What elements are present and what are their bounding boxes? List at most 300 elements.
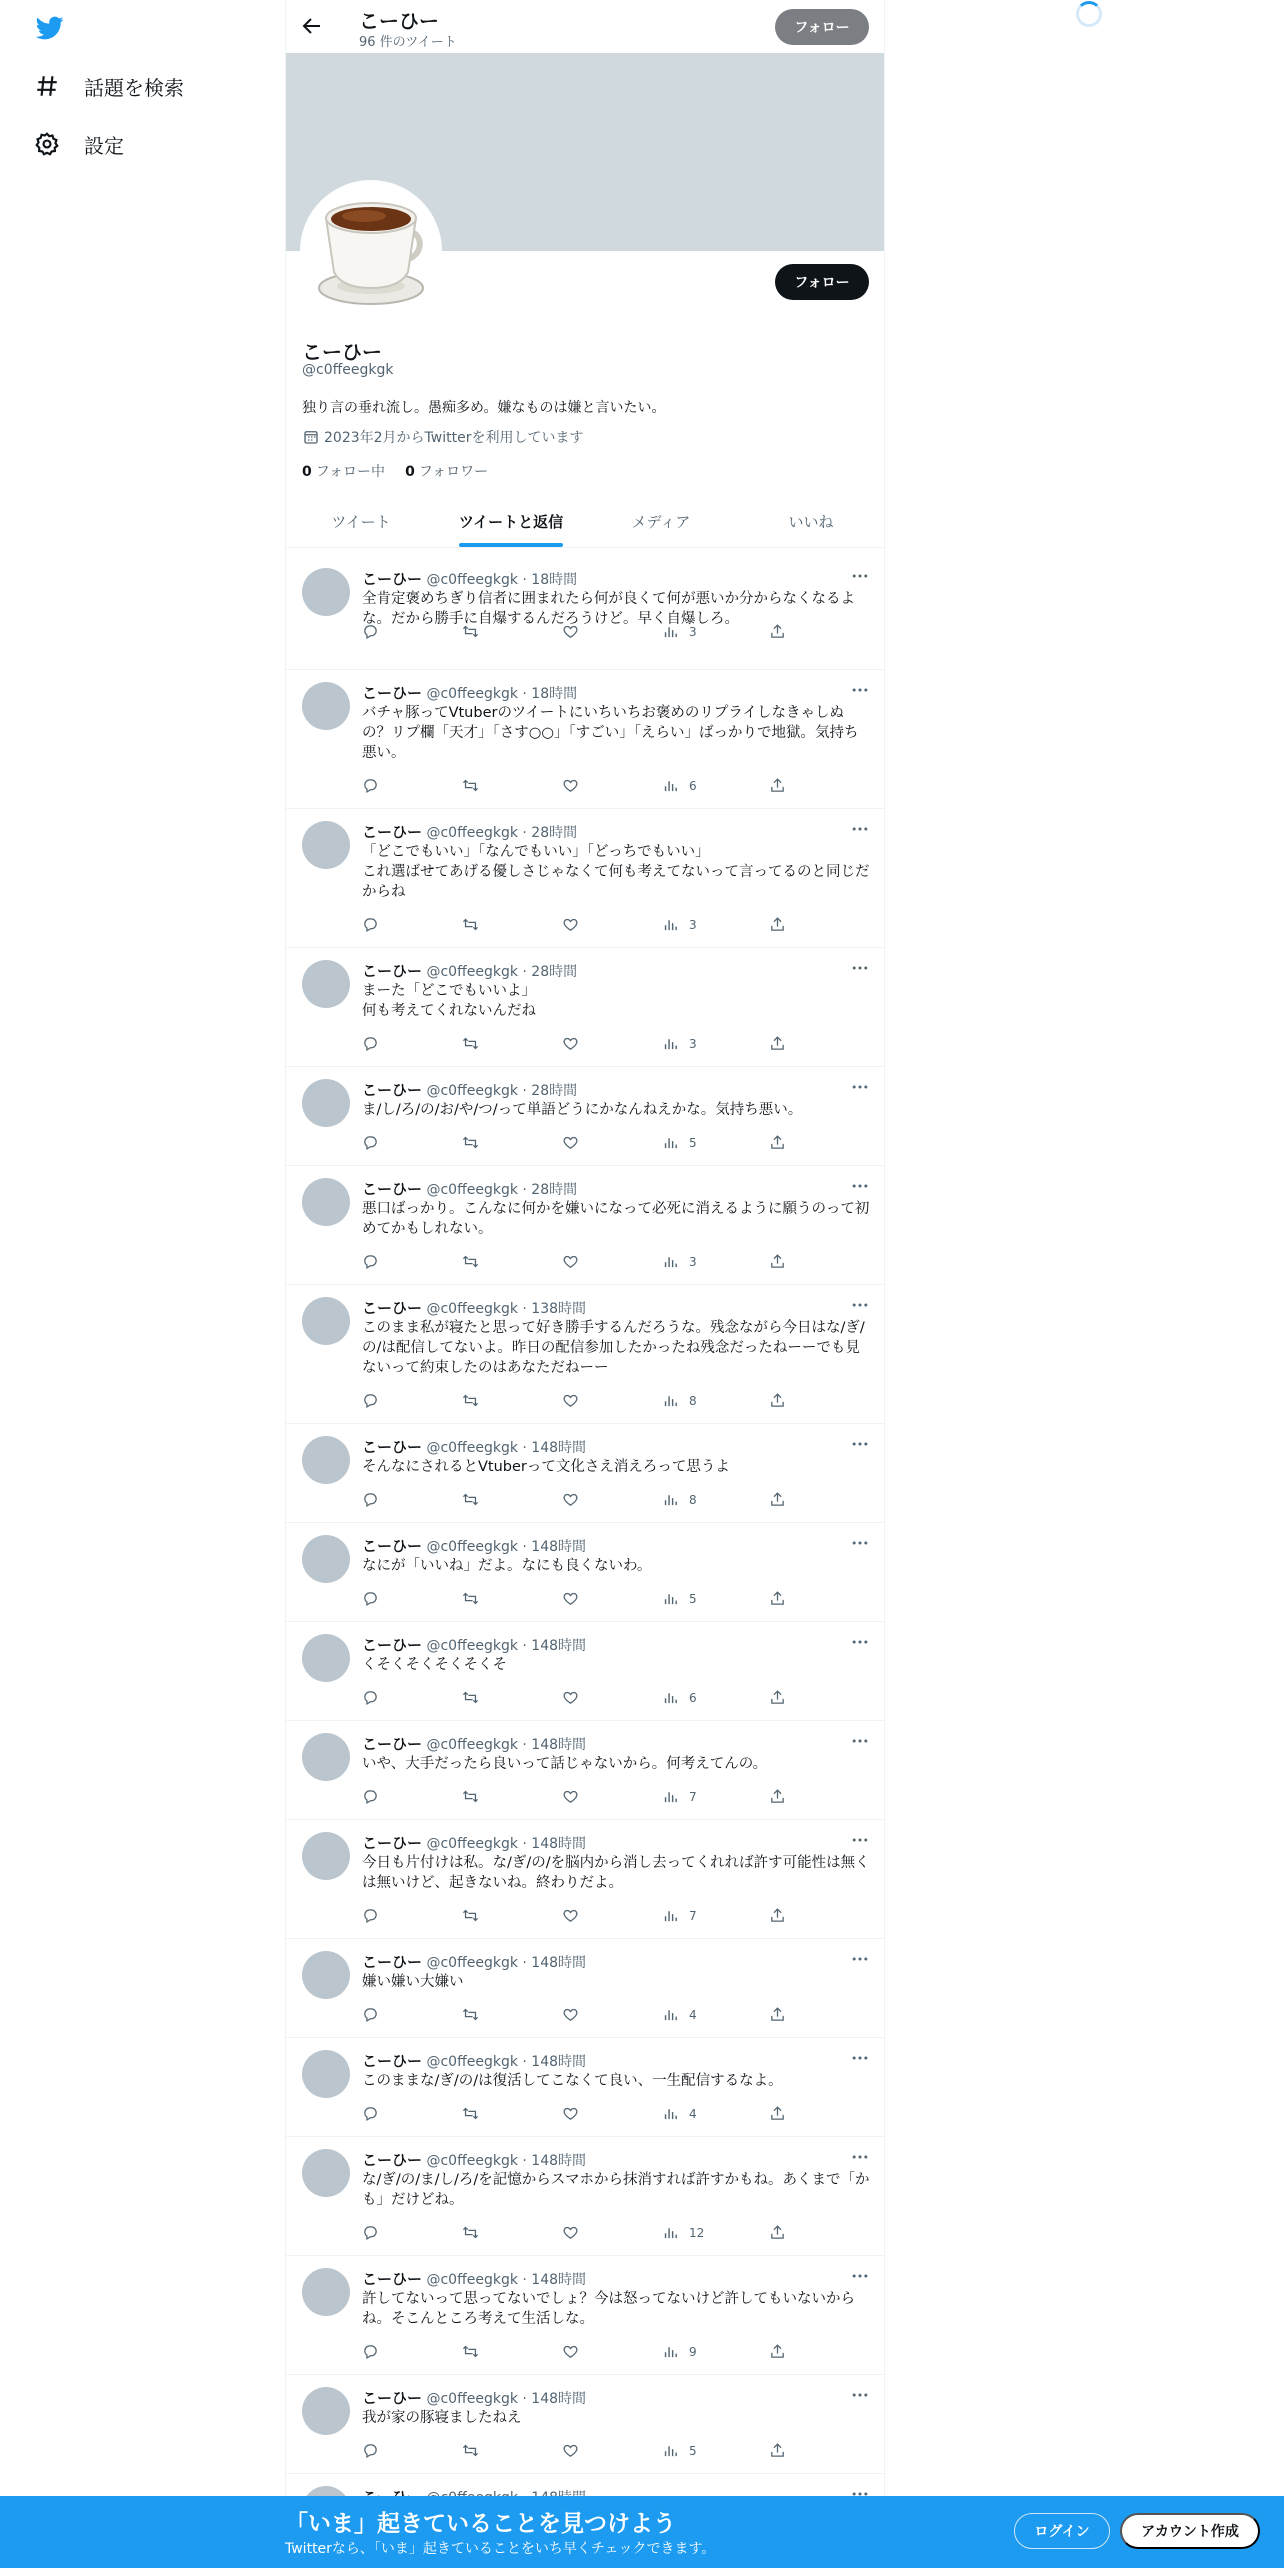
tweet-avatar[interactable] — [302, 1951, 350, 1999]
more-icon[interactable] — [850, 1731, 870, 1751]
tweet-avatar[interactable] — [302, 2268, 350, 2316]
more-icon[interactable] — [850, 1176, 870, 1196]
retweet-button[interactable] — [462, 2006, 479, 2023]
header-follow-button[interactable]: フォロー — [775, 9, 869, 45]
tweet-avatar[interactable] — [302, 2050, 350, 2098]
heart-icon — [562, 1491, 579, 1508]
share-button[interactable] — [769, 1491, 786, 1508]
reply-button[interactable] — [362, 623, 379, 640]
more-icon[interactable] — [850, 680, 870, 700]
heart-icon — [562, 1253, 579, 1270]
tweet-avatar[interactable] — [302, 568, 350, 616]
tweet-author-name[interactable]: こーひー — [362, 1636, 423, 1654]
retweet-icon — [462, 2006, 479, 2023]
tweet-text: まーた「どこでもいいよ」 何も考えてくれないんだね — [362, 983, 536, 1019]
profile-column — [285, 0, 885, 2568]
like-button[interactable] — [562, 1392, 579, 1409]
nav-settings[interactable] — [34, 124, 124, 164]
views-button[interactable] — [662, 2105, 697, 2122]
tweet-header — [362, 568, 577, 589]
like-button[interactable] — [562, 1035, 579, 1052]
views-icon — [662, 1689, 679, 1706]
reply-button[interactable] — [362, 1590, 379, 1607]
retweet-button[interactable] — [462, 1788, 479, 1805]
view-count: 12 — [689, 2225, 705, 2240]
tweet-avatar[interactable] — [302, 1535, 350, 1583]
retweet-button[interactable] — [462, 1590, 479, 1607]
share-icon — [769, 1491, 786, 1508]
share-icon — [769, 2224, 786, 2241]
tweet-actions — [362, 1392, 802, 1412]
tweet-meta[interactable]: @c0ffeegkgk · 28時間 — [426, 1083, 578, 1099]
tweet[interactable] — [286, 1523, 885, 1622]
retweet-button[interactable] — [462, 1392, 479, 1409]
tweet[interactable] — [286, 1424, 885, 1523]
view-count: 3 — [689, 1254, 697, 1269]
tweet-actions — [362, 1253, 802, 1273]
more-icon[interactable] — [850, 1830, 870, 1850]
reply-icon — [362, 1788, 379, 1805]
tweet-text: 我が家の豚寝ましたねえ — [362, 2410, 522, 2426]
like-button[interactable] — [562, 2224, 579, 2241]
reply-button[interactable] — [362, 1253, 379, 1270]
views-icon — [662, 2105, 679, 2122]
following-count: 0 — [302, 464, 312, 480]
tweet-avatar[interactable] — [302, 682, 350, 730]
tweet-author-name[interactable]: こーひー — [362, 2389, 423, 2407]
tweet-actions — [362, 2224, 802, 2244]
more-icon[interactable] — [850, 819, 870, 839]
retweet-button[interactable] — [462, 1689, 479, 1706]
heart-icon — [562, 2006, 579, 2023]
tweet-text: くそくそくそくそくそ — [362, 1657, 507, 1673]
tweet[interactable] — [286, 2137, 885, 2256]
views-button[interactable] — [662, 1788, 697, 1805]
tweet-avatar[interactable] — [302, 960, 350, 1008]
tweet-header — [362, 2268, 586, 2289]
views-button[interactable] — [662, 2343, 697, 2360]
view-count: 4 — [689, 2007, 697, 2022]
views-icon — [662, 777, 679, 794]
views-button[interactable] — [662, 1590, 697, 1607]
tweet-actions — [362, 2442, 802, 2462]
reply-button[interactable] — [362, 2105, 379, 2122]
views-button[interactable] — [662, 1689, 697, 1706]
share-button[interactable] — [769, 623, 786, 640]
views-icon — [662, 1590, 679, 1607]
tweet-actions — [362, 1134, 802, 1154]
retweet-button[interactable] — [462, 2442, 479, 2459]
like-button[interactable] — [562, 1491, 579, 1508]
share-icon — [769, 1689, 786, 1706]
tweet-author-name[interactable]: こーひー — [362, 1438, 423, 1456]
tweet-avatar[interactable] — [302, 821, 350, 869]
share-button[interactable] — [769, 2442, 786, 2459]
followers-stat[interactable] — [405, 461, 488, 481]
retweet-button[interactable] — [462, 623, 479, 640]
following-label: フォロー中 — [315, 464, 386, 480]
tweet-author-name[interactable]: こーひー — [362, 962, 423, 980]
reply-button[interactable] — [362, 1689, 379, 1706]
tweet-author-name[interactable]: こーひー — [362, 1081, 423, 1099]
tab-media[interactable]: メディア — [631, 512, 691, 531]
more-icon[interactable] — [850, 1295, 870, 1315]
tweet-text: いや、大手だったら良いって話じゃないから。何考えてんの。 — [362, 1756, 768, 1772]
views-button[interactable] — [662, 2006, 697, 2023]
retweet-icon — [462, 777, 479, 794]
views-icon — [662, 2343, 679, 2360]
tweet-avatar[interactable] — [302, 2387, 350, 2435]
tweet-meta[interactable]: @c0ffeegkgk · 148時間 — [426, 1737, 587, 1753]
more-icon[interactable] — [850, 566, 870, 586]
view-count: 7 — [689, 1789, 697, 1804]
heart-icon — [562, 1134, 579, 1151]
reply-icon — [362, 2224, 379, 2241]
retweet-button[interactable] — [462, 2343, 479, 2360]
tweet-text: バチャ豚ってVtuberのツイートにいちいちお褒めのリプライしなきゃしぬの？リプ欄「天才」「さす○○」「すごい」「えらい」ばっかりで地獄。気持ち悪い。 — [362, 705, 859, 761]
views-button[interactable] — [662, 1907, 697, 1924]
reply-icon — [362, 1590, 379, 1607]
views-button[interactable] — [662, 1134, 697, 1151]
tweet[interactable] — [286, 1067, 885, 1166]
retweet-button[interactable] — [462, 1907, 479, 1924]
views-icon — [662, 1392, 679, 1409]
tweet-meta[interactable]: @c0ffeegkgk · 18時間 — [426, 572, 578, 588]
tweet[interactable] — [286, 2038, 885, 2137]
retweet-button[interactable] — [462, 2224, 479, 2241]
more-icon[interactable] — [850, 2147, 870, 2167]
tweet[interactable] — [286, 1285, 885, 1424]
heart-icon — [562, 2224, 579, 2241]
nav-explore[interactable] — [34, 66, 184, 106]
tweet-author-name[interactable]: こーひー — [362, 1180, 423, 1198]
tweet-text: なにが「いいね」だよ。なにも良くないわ。 — [362, 1558, 652, 1574]
signup-banner-title: 「いま」起きていることを見つけよう — [285, 2511, 676, 2537]
tweet-meta[interactable]: @c0ffeegkgk · 148時間 — [426, 1638, 587, 1654]
reply-button[interactable] — [362, 2343, 379, 2360]
views-icon — [662, 2442, 679, 2459]
profile-stats — [302, 461, 508, 481]
tweet[interactable] — [286, 1820, 885, 1939]
views-icon — [662, 623, 679, 640]
views-button[interactable] — [662, 2442, 697, 2459]
tweet-meta[interactable]: @c0ffeegkgk · 28時間 — [426, 1182, 578, 1198]
tweet-text: 全肯定褒めちぎり信者に囲まれたら何が良くて何が悪いか分からなくなるよな。だから勝手に自爆するんだろうけど。早く自爆しろ。 — [362, 591, 855, 627]
following-stat[interactable] — [302, 461, 385, 481]
views-button[interactable] — [662, 1253, 697, 1270]
more-icon[interactable] — [850, 2266, 870, 2286]
tweet[interactable] — [286, 948, 885, 1067]
tweet[interactable] — [286, 670, 885, 809]
tweet-header — [362, 2387, 586, 2408]
tweet-text: 嫌い嫌い大嫌い — [362, 1974, 464, 1990]
like-button[interactable] — [562, 623, 579, 640]
tweet-author-name[interactable]: こーひー — [362, 1834, 423, 1852]
share-button[interactable] — [769, 1689, 786, 1706]
header-name: こーひー — [359, 9, 439, 33]
tweet-avatar[interactable] — [302, 1297, 350, 1345]
more-icon[interactable] — [850, 958, 870, 978]
reply-button[interactable] — [362, 1134, 379, 1151]
back-arrow-icon[interactable] — [300, 14, 324, 38]
followers-label: フォロワー — [418, 464, 489, 480]
tweet-actions — [362, 2006, 802, 2026]
tweet-meta[interactable]: @c0ffeegkgk · 148時間 — [426, 1440, 587, 1456]
view-count: 3 — [689, 1036, 697, 1051]
tab-tweets-and-replies[interactable]: ツイートと返信 — [436, 495, 586, 547]
like-button[interactable] — [562, 2105, 579, 2122]
reply-icon — [362, 2442, 379, 2459]
like-button[interactable] — [562, 777, 579, 794]
like-button[interactable] — [562, 1788, 579, 1805]
hashtag-icon — [34, 73, 60, 99]
tweet-actions — [362, 1689, 802, 1709]
like-button[interactable] — [562, 1907, 579, 1924]
tweet-meta[interactable]: @c0ffeegkgk · 148時間 — [426, 1836, 587, 1852]
more-icon[interactable] — [850, 1434, 870, 1454]
tweet-author-name[interactable]: こーひー — [362, 1537, 423, 1555]
retweet-icon — [462, 1253, 479, 1270]
tweet-author-name[interactable]: こーひー — [362, 1953, 423, 1971]
share-button[interactable] — [769, 2006, 786, 2023]
reply-button[interactable] — [362, 2442, 379, 2459]
share-button[interactable] — [769, 1134, 786, 1151]
reply-button[interactable] — [362, 1788, 379, 1805]
like-button[interactable] — [562, 2006, 579, 2023]
calendar-icon — [302, 428, 320, 446]
tweet-avatar[interactable] — [302, 1832, 350, 1880]
like-button[interactable] — [562, 1689, 579, 1706]
tweet-text: 今日も片付けは私。な/ぎ/の/を脳内から消し去ってくれれば許す可能性は無くは無いけど、起きないね。終わりだよ。 — [362, 1855, 870, 1891]
retweet-icon — [462, 1689, 479, 1706]
tweet[interactable] — [286, 1721, 885, 1820]
reply-icon — [362, 1253, 379, 1270]
signup-banner — [0, 2496, 1284, 2568]
retweet-icon — [462, 623, 479, 640]
like-button[interactable] — [562, 916, 579, 933]
tweet-actions — [362, 1788, 802, 1808]
reply-button[interactable] — [362, 1035, 379, 1052]
tweet-text: このままな/ぎ/の/は復活してこなくて良い、一生配信するなよ。 — [362, 2073, 783, 2089]
share-icon — [769, 1907, 786, 1924]
tweet-author-name[interactable]: こーひー — [362, 684, 423, 702]
tweet-header — [362, 960, 577, 981]
heart-icon — [562, 2442, 579, 2459]
views-button[interactable] — [662, 1491, 697, 1508]
profile-tabs — [286, 495, 885, 548]
tweet-avatar[interactable] — [302, 1178, 350, 1226]
retweet-icon — [462, 1907, 479, 1924]
share-button[interactable] — [769, 916, 786, 933]
retweet-icon — [462, 1491, 479, 1508]
tweet-header — [362, 1297, 586, 1318]
share-icon — [769, 2105, 786, 2122]
heart-icon — [562, 1035, 579, 1052]
tweet-actions — [362, 2105, 802, 2125]
tweet[interactable] — [286, 2375, 885, 2474]
view-count: 8 — [689, 1492, 697, 1507]
reply-button[interactable] — [362, 1491, 379, 1508]
tweet-text: な/ぎ/の/ま/し/ろ/を記憶からスマホから抹消すれば許すかもね。あくまで「かも」だけどね。 — [362, 2172, 870, 2208]
tweet-meta[interactable]: @c0ffeegkgk · 148時間 — [426, 2391, 587, 2407]
tweet-meta[interactable]: @c0ffeegkgk · 18時間 — [426, 686, 578, 702]
tweet-author-name[interactable]: こーひー — [362, 2270, 423, 2288]
tweet[interactable] — [286, 1166, 885, 1285]
tweet-actions — [362, 2343, 802, 2363]
share-button[interactable] — [769, 2105, 786, 2122]
more-icon[interactable] — [850, 2048, 870, 2068]
share-icon — [769, 1134, 786, 1151]
reply-icon — [362, 1689, 379, 1706]
retweet-button[interactable] — [462, 1134, 479, 1151]
tweet-author-name[interactable]: こーひー — [362, 2052, 423, 2070]
views-button[interactable] — [662, 1392, 697, 1409]
tab-tweets[interactable]: ツイート — [331, 512, 391, 531]
tweet[interactable] — [286, 809, 885, 948]
retweet-icon — [462, 1134, 479, 1151]
retweet-button[interactable] — [462, 2105, 479, 2122]
share-button[interactable] — [769, 1035, 786, 1052]
tweet-actions — [362, 777, 802, 797]
tweet-actions — [362, 1035, 802, 1055]
view-count: 3 — [689, 917, 697, 932]
reply-icon — [362, 2105, 379, 2122]
retweet-icon — [462, 1590, 479, 1607]
tweet-avatar[interactable] — [302, 1436, 350, 1484]
nav-explore-label: 話題を検索 — [84, 75, 184, 100]
profile-follow-button[interactable]: フォロー — [775, 264, 869, 300]
view-count: 7 — [689, 1908, 697, 1923]
retweet-button[interactable] — [462, 916, 479, 933]
tweet-meta[interactable]: @c0ffeegkgk · 148時間 — [426, 2153, 587, 2169]
more-icon[interactable] — [850, 1533, 870, 1553]
retweet-icon — [462, 2343, 479, 2360]
loading-spinner — [1076, 1, 1102, 27]
tweet-meta[interactable]: @c0ffeegkgk · 28時間 — [426, 964, 578, 980]
tweet-avatar[interactable] — [302, 1079, 350, 1127]
tweet[interactable] — [286, 2256, 885, 2375]
heart-icon — [562, 1689, 579, 1706]
reply-button[interactable] — [362, 2006, 379, 2023]
views-button[interactable] — [662, 2224, 704, 2241]
share-button[interactable] — [769, 777, 786, 794]
share-icon — [769, 916, 786, 933]
like-button[interactable] — [562, 1590, 579, 1607]
tweet-author-name[interactable]: こーひー — [362, 2151, 423, 2169]
views-icon — [662, 1491, 679, 1508]
tweet-avatar[interactable] — [302, 1634, 350, 1682]
like-button[interactable] — [562, 1253, 579, 1270]
signup-button[interactable]: アカウント作成 — [1120, 2513, 1260, 2549]
tweet[interactable] — [286, 556, 885, 670]
tweet[interactable] — [286, 1622, 885, 1721]
tweet-author-name[interactable]: こーひー — [362, 1735, 423, 1753]
share-icon — [769, 623, 786, 640]
tweet[interactable] — [286, 1939, 885, 2038]
reply-button[interactable] — [362, 2224, 379, 2241]
share-button[interactable] — [769, 1590, 786, 1607]
reply-icon — [362, 1907, 379, 1924]
views-button[interactable] — [662, 916, 697, 933]
view-count: 4 — [689, 2106, 697, 2121]
tweet-author-name[interactable]: こーひー — [362, 823, 423, 841]
tweet-actions — [362, 623, 802, 643]
nav-settings-label: 設定 — [84, 133, 124, 158]
tweet-actions — [362, 916, 802, 936]
views-icon — [662, 1035, 679, 1052]
reply-button[interactable] — [362, 916, 379, 933]
tweet-avatar[interactable] — [302, 1733, 350, 1781]
tweet-header — [362, 1535, 586, 1556]
tweet-meta[interactable]: @c0ffeegkgk · 148時間 — [426, 1955, 587, 1971]
reply-icon — [362, 1035, 379, 1052]
tweet-text: このまま私が寝たと思って好き勝手するんだろうな。残念ながら今日はな/ぎ/の/は配信してないよ。昨日の配信参加したかったね残念だったねーーでも見ないって約束したのはあなただねーー — [362, 1320, 865, 1376]
reply-icon — [362, 2343, 379, 2360]
like-button[interactable] — [562, 2343, 579, 2360]
tweet-header — [362, 1079, 577, 1100]
view-count: 8 — [689, 1393, 697, 1408]
tweet-author-name[interactable]: こーひー — [362, 570, 423, 588]
tweet-meta[interactable]: @c0ffeegkgk · 138時間 — [426, 1301, 587, 1317]
retweet-button[interactable] — [462, 1035, 479, 1052]
twitter-bird-icon[interactable] — [34, 14, 66, 42]
tweet-header — [362, 682, 577, 703]
share-button[interactable] — [769, 1907, 786, 1924]
share-button[interactable] — [769, 2224, 786, 2241]
views-button[interactable] — [662, 1035, 697, 1052]
reply-button[interactable] — [362, 1907, 379, 1924]
retweet-button[interactable] — [462, 777, 479, 794]
reply-icon — [362, 1134, 379, 1151]
share-button[interactable] — [769, 1392, 786, 1409]
tweet-avatar[interactable] — [302, 2149, 350, 2197]
reply-button[interactable] — [362, 777, 379, 794]
like-button[interactable] — [562, 1134, 579, 1151]
tweet-meta[interactable]: @c0ffeegkgk · 28時間 — [426, 825, 578, 841]
share-icon — [769, 1392, 786, 1409]
views-button[interactable] — [662, 623, 697, 640]
tab-likes[interactable]: いいね — [788, 512, 834, 531]
heart-icon — [562, 623, 579, 640]
share-icon — [769, 1035, 786, 1052]
share-button[interactable] — [769, 1788, 786, 1805]
retweet-button[interactable] — [462, 1491, 479, 1508]
tweet-meta[interactable]: @c0ffeegkgk · 148時間 — [426, 1539, 587, 1555]
profile-avatar[interactable] — [300, 180, 442, 322]
tweet-author-name[interactable]: こーひー — [362, 1299, 423, 1317]
reply-icon — [362, 777, 379, 794]
views-button[interactable] — [662, 777, 697, 794]
retweet-icon — [462, 2442, 479, 2459]
reply-button[interactable] — [362, 1392, 379, 1409]
more-icon[interactable] — [850, 1077, 870, 1097]
more-icon[interactable] — [850, 1632, 870, 1652]
tweet-meta[interactable]: @c0ffeegkgk · 148時間 — [426, 2054, 587, 2070]
tweet-meta[interactable]: @c0ffeegkgk · 148時間 — [426, 2272, 587, 2288]
views-icon — [662, 1253, 679, 1270]
heart-icon — [562, 1590, 579, 1607]
share-button[interactable] — [769, 2343, 786, 2360]
profile-header-bar — [286, 0, 885, 53]
login-button[interactable]: ログイン — [1014, 2513, 1110, 2549]
retweet-button[interactable] — [462, 1253, 479, 1270]
profile-joined — [302, 427, 583, 447]
share-button[interactable] — [769, 1253, 786, 1270]
more-icon[interactable] — [850, 2385, 870, 2405]
share-icon — [769, 2442, 786, 2459]
more-icon[interactable] — [850, 1949, 870, 1969]
like-button[interactable] — [562, 2442, 579, 2459]
